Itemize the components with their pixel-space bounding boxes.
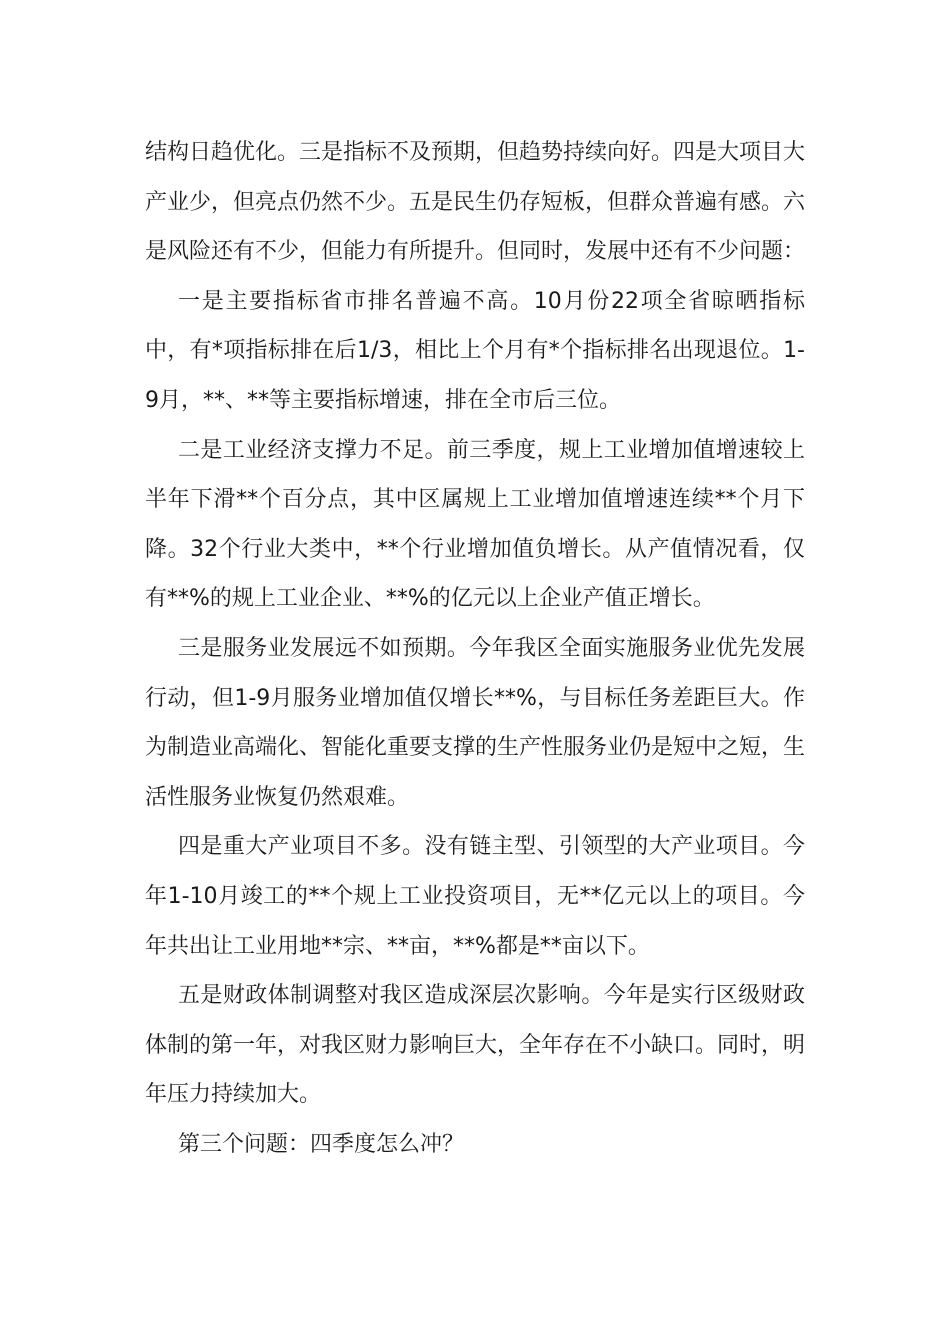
document-body [145, 128, 805, 1169]
paragraph-ranking-issue: 一是主要指标省市排名普遍不高。10月份22项全省晾晒指标中，有*项指标排在后1/3，相比上个月有*个指标排名出现退位。1-9月，**、**等主要指标增速，排在全市后三位。 [145, 288, 805, 413]
paragraph-service-issue: 三是服务业发展远不如预期。今年我区全面实施服务业优先发展行动，但1-9月服务业增加值仅增长**%，与目标任务差距巨大。作为制造业高端化、智能化重要支撑的生产性服务业仍是短中之短，生活性服务业恢复仍然艰难。 [145, 635, 806, 810]
paragraph-project-issue: 四是重大产业项目不多。没有链主型、引领型的大产业项目。今年1-10月竣工的**个规上工业投资项目，无**亿元以上的项目。今年共出让工业用地**宗、**亩，**%都是**亩以下。 [145, 834, 805, 959]
paragraph-industry-issue: 二是工业经济支撑力不足。前三季度，规上工业增加值增速较上半年下滑**个百分点，其中区属规上工业增加值增速连续**个月下降。32个行业大类中，**个行业增加值负增长。从产值情况看，仅有**%的规上工业企业、**%的亿元以上企业产值正增长。 [145, 437, 805, 612]
paragraph-continuation: 结构日趋优化。三是指标不及预期，但趋势持续向好。四是大项目大产业少，但亮点仍然不少。五是民生仍存短板，但群众普遍有感。六是风险还有不少，但能力有所提升。但同时，发展中还有不少问题： [145, 140, 806, 265]
paragraph-finance-issue: 五是财政体制调整对我区造成深层次影响。今年是实行区级财政体制的第一年，对我区财力影响巨大，全年存在不小缺口。同时，明年压力持续加大。 [145, 983, 806, 1108]
section-heading-q4: 第三个问题：四季度怎么冲？ [178, 1131, 465, 1157]
